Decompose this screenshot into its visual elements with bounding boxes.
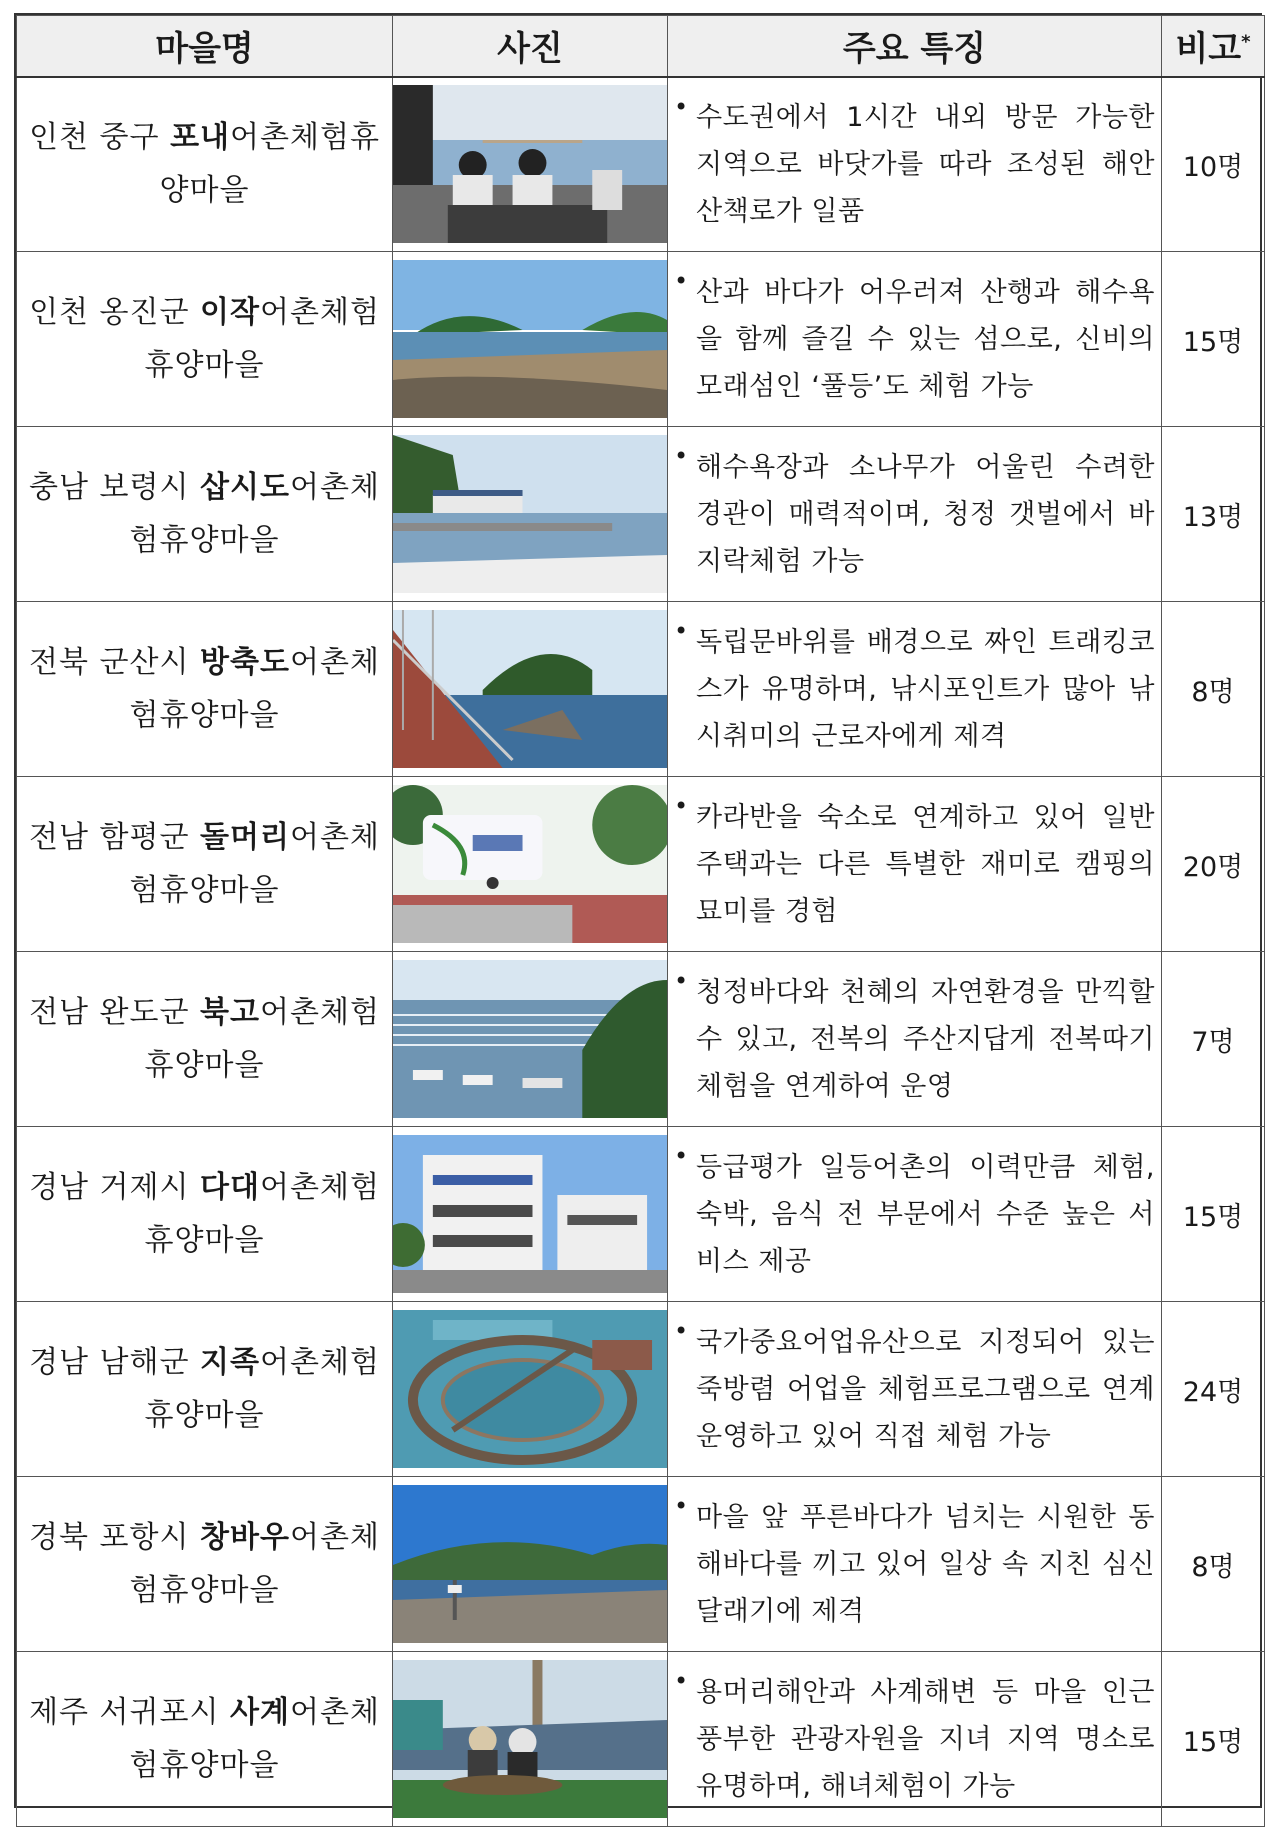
note-cell: 7명 bbox=[1162, 952, 1265, 1127]
village-region: 경남 남해군 bbox=[29, 1345, 201, 1380]
features-text: 국가중요어업유산으로 지정되어 있는 죽방렴 어업을 체험프로그램으로 연계 운영하고 있어 직접 체험 가능 bbox=[696, 1326, 1155, 1452]
bullet-icon: • bbox=[674, 92, 689, 121]
photo-cell bbox=[393, 1302, 668, 1477]
table-body bbox=[17, 77, 1265, 1827]
photo-cell bbox=[393, 777, 668, 952]
note-cell: 20명 bbox=[1162, 777, 1265, 952]
village-name-cell bbox=[17, 1127, 393, 1302]
table-row bbox=[17, 952, 1265, 1127]
features-cell bbox=[668, 1302, 1162, 1477]
features-cell bbox=[668, 427, 1162, 602]
bullet-icon: • bbox=[674, 967, 689, 995]
features-cell bbox=[668, 602, 1162, 777]
bullet-icon: • bbox=[674, 267, 689, 295]
village-name-cell bbox=[17, 427, 393, 602]
features-cell bbox=[668, 1652, 1162, 1827]
table-row bbox=[17, 777, 1265, 952]
village-suffix: 어촌체험휴양마을 bbox=[144, 295, 380, 383]
table-row bbox=[17, 252, 1265, 427]
note-cell: 10명 bbox=[1162, 77, 1265, 252]
village-suffix: 어촌체험휴양마을 bbox=[144, 1345, 380, 1433]
features-text: 독립문바위를 배경으로 짜인 트래킹코스가 유명하며, 낚시포인트가 많아 낚시취미의 근로자에게 제격 bbox=[696, 626, 1155, 752]
village-suffix: 어촌체험휴양마을 bbox=[129, 820, 380, 908]
village-table-container bbox=[14, 13, 1262, 1808]
features-text: 청정바다와 천혜의 자연환경을 만끽할 수 있고, 전복의 주산지답게 전복따기체험을 연계하여 운영 bbox=[696, 976, 1155, 1102]
village-key-name: 방축도 bbox=[200, 645, 290, 680]
note-cell: 15명 bbox=[1162, 1127, 1265, 1302]
features-cell bbox=[668, 77, 1162, 252]
features-cell bbox=[668, 1477, 1162, 1652]
village-region: 경남 거제시 bbox=[29, 1170, 201, 1205]
table-row bbox=[17, 77, 1265, 252]
village-region: 인천 중구 bbox=[29, 120, 171, 156]
village-name-cell bbox=[17, 1302, 393, 1477]
village-table bbox=[16, 15, 1265, 1827]
village-name-cell bbox=[17, 77, 393, 252]
table-row bbox=[17, 1302, 1265, 1477]
east-sea-beach-photo bbox=[393, 1485, 667, 1643]
village-name-cell bbox=[17, 952, 393, 1127]
village-name-cell bbox=[17, 252, 393, 427]
village-region: 전남 함평군 bbox=[29, 820, 201, 855]
table-row bbox=[17, 1652, 1265, 1827]
island-beach-photo bbox=[393, 260, 667, 418]
bullet-icon: • bbox=[674, 792, 689, 820]
village-suffix: 어촌체험휴양마을 bbox=[144, 995, 380, 1083]
features-cell bbox=[668, 252, 1162, 427]
bullet-icon: • bbox=[674, 617, 689, 645]
features-text: 마을 앞 푸른바다가 넘치는 시원한 동해바다를 끼고 있어 일상 속 지친 심신 달래기에 제격 bbox=[696, 1501, 1155, 1627]
caravan-camping-photo bbox=[393, 785, 667, 943]
village-key-name: 포내 bbox=[170, 120, 231, 156]
village-suffix: 어촌체험휴양마을 bbox=[144, 1170, 380, 1258]
note-cell: 15명 bbox=[1162, 1652, 1265, 1827]
bullet-icon: • bbox=[674, 1667, 689, 1695]
photo-cell bbox=[393, 602, 668, 777]
harbor-coast-photo bbox=[393, 435, 667, 593]
village-name-cell bbox=[17, 1477, 393, 1652]
village-suffix: 어촌체험휴양마을 bbox=[129, 1520, 380, 1608]
features-text: 카라반을 숙소로 연계하고 있어 일반 주택과는 다른 특별한 재미로 캠핑의 묘미를 경험 bbox=[696, 801, 1155, 927]
village-region: 경북 포항시 bbox=[29, 1520, 201, 1555]
note-cell: 8명 bbox=[1162, 1477, 1265, 1652]
suspension-bridge-photo bbox=[393, 610, 667, 768]
bullet-icon: • bbox=[674, 442, 689, 470]
village-key-name: 지족 bbox=[200, 1345, 261, 1380]
table-row bbox=[17, 602, 1265, 777]
village-region: 제주 서귀포시 bbox=[29, 1695, 231, 1730]
photo-cell bbox=[393, 427, 668, 602]
header-note bbox=[1162, 16, 1265, 77]
bamboo-weir-photo bbox=[393, 1310, 667, 1468]
village-region: 전남 완도군 bbox=[29, 995, 201, 1030]
header-note-asterisk: * bbox=[1241, 31, 1251, 53]
village-region: 충남 보령시 bbox=[29, 470, 201, 505]
village-key-name: 다대 bbox=[200, 1170, 261, 1205]
village-name-cell bbox=[17, 602, 393, 777]
header-features: 주요 특징 bbox=[668, 16, 1162, 77]
haenyeo-photo bbox=[393, 1660, 667, 1818]
photo-cell bbox=[393, 1477, 668, 1652]
village-name-cell bbox=[17, 1652, 393, 1827]
features-text: 해수욕장과 소나무가 어울린 수려한 경관이 매력적이며, 청정 갯벌에서 바지락체험 가능 bbox=[696, 451, 1155, 577]
photo-cell bbox=[393, 1127, 668, 1302]
bullet-icon: • bbox=[674, 1492, 689, 1520]
photo-cell bbox=[393, 77, 668, 252]
features-text: 산과 바다가 어우러져 산행과 해수욕을 함께 즐길 수 있는 섬으로, 신비의 모래섬인 ‘풀등’도 체험 가능 bbox=[696, 276, 1155, 402]
village-suffix: 어촌체험휴양마을 bbox=[129, 470, 380, 558]
cafe-seaview-photo bbox=[393, 85, 667, 243]
village-region: 전북 군산시 bbox=[29, 645, 201, 680]
note-cell: 8명 bbox=[1162, 602, 1265, 777]
village-key-name: 사계 bbox=[230, 1695, 290, 1730]
village-key-name: 창바우 bbox=[200, 1520, 290, 1555]
note-cell: 15명 bbox=[1162, 252, 1265, 427]
photo-cell bbox=[393, 952, 668, 1127]
note-cell: 24명 bbox=[1162, 1302, 1265, 1477]
table-row bbox=[17, 1127, 1265, 1302]
photo-cell bbox=[393, 1652, 668, 1827]
table-header-row bbox=[17, 16, 1265, 77]
features-text: 등급평가 일등어촌의 이력만큼 체험, 숙박, 음식 전 부문에서 수준 높은 서비스 제공 bbox=[696, 1151, 1155, 1277]
table-row bbox=[17, 427, 1265, 602]
village-key-name: 이작 bbox=[200, 295, 261, 330]
table-row bbox=[17, 1477, 1265, 1652]
village-region: 인천 옹진군 bbox=[29, 295, 201, 330]
bullet-icon: • bbox=[674, 1142, 689, 1170]
village-name-cell bbox=[17, 777, 393, 952]
village-suffix: 어촌체험휴양마을 bbox=[159, 120, 380, 209]
lodging-building-photo bbox=[393, 1135, 667, 1293]
header-note-label: 비고 bbox=[1175, 29, 1242, 70]
features-text: 수도권에서 1시간 내외 방문 가능한 지역으로 바닷가를 따라 조성된 해안 산책로가 일품 bbox=[696, 101, 1155, 227]
abalone-farm-photo bbox=[393, 960, 667, 1118]
features-cell bbox=[668, 952, 1162, 1127]
features-cell bbox=[668, 777, 1162, 952]
village-suffix: 어촌체험휴양마을 bbox=[129, 1695, 380, 1783]
features-text: 용머리해안과 사계해변 등 마을 인근 풍부한 관광자원을 지녀 지역 명소로 유명하며, 해녀체험이 가능 bbox=[696, 1676, 1155, 1802]
village-key-name: 북고 bbox=[200, 995, 261, 1030]
village-key-name: 돌머리 bbox=[200, 820, 290, 855]
header-village-name: 마을명 bbox=[17, 16, 393, 77]
features-cell bbox=[668, 1127, 1162, 1302]
note-cell: 13명 bbox=[1162, 427, 1265, 602]
photo-cell bbox=[393, 252, 668, 427]
bullet-icon: • bbox=[674, 1317, 689, 1345]
header-photo: 사진 bbox=[393, 16, 668, 77]
village-key-name: 삽시도 bbox=[200, 470, 290, 505]
village-suffix: 어촌체험휴양마을 bbox=[129, 645, 380, 733]
